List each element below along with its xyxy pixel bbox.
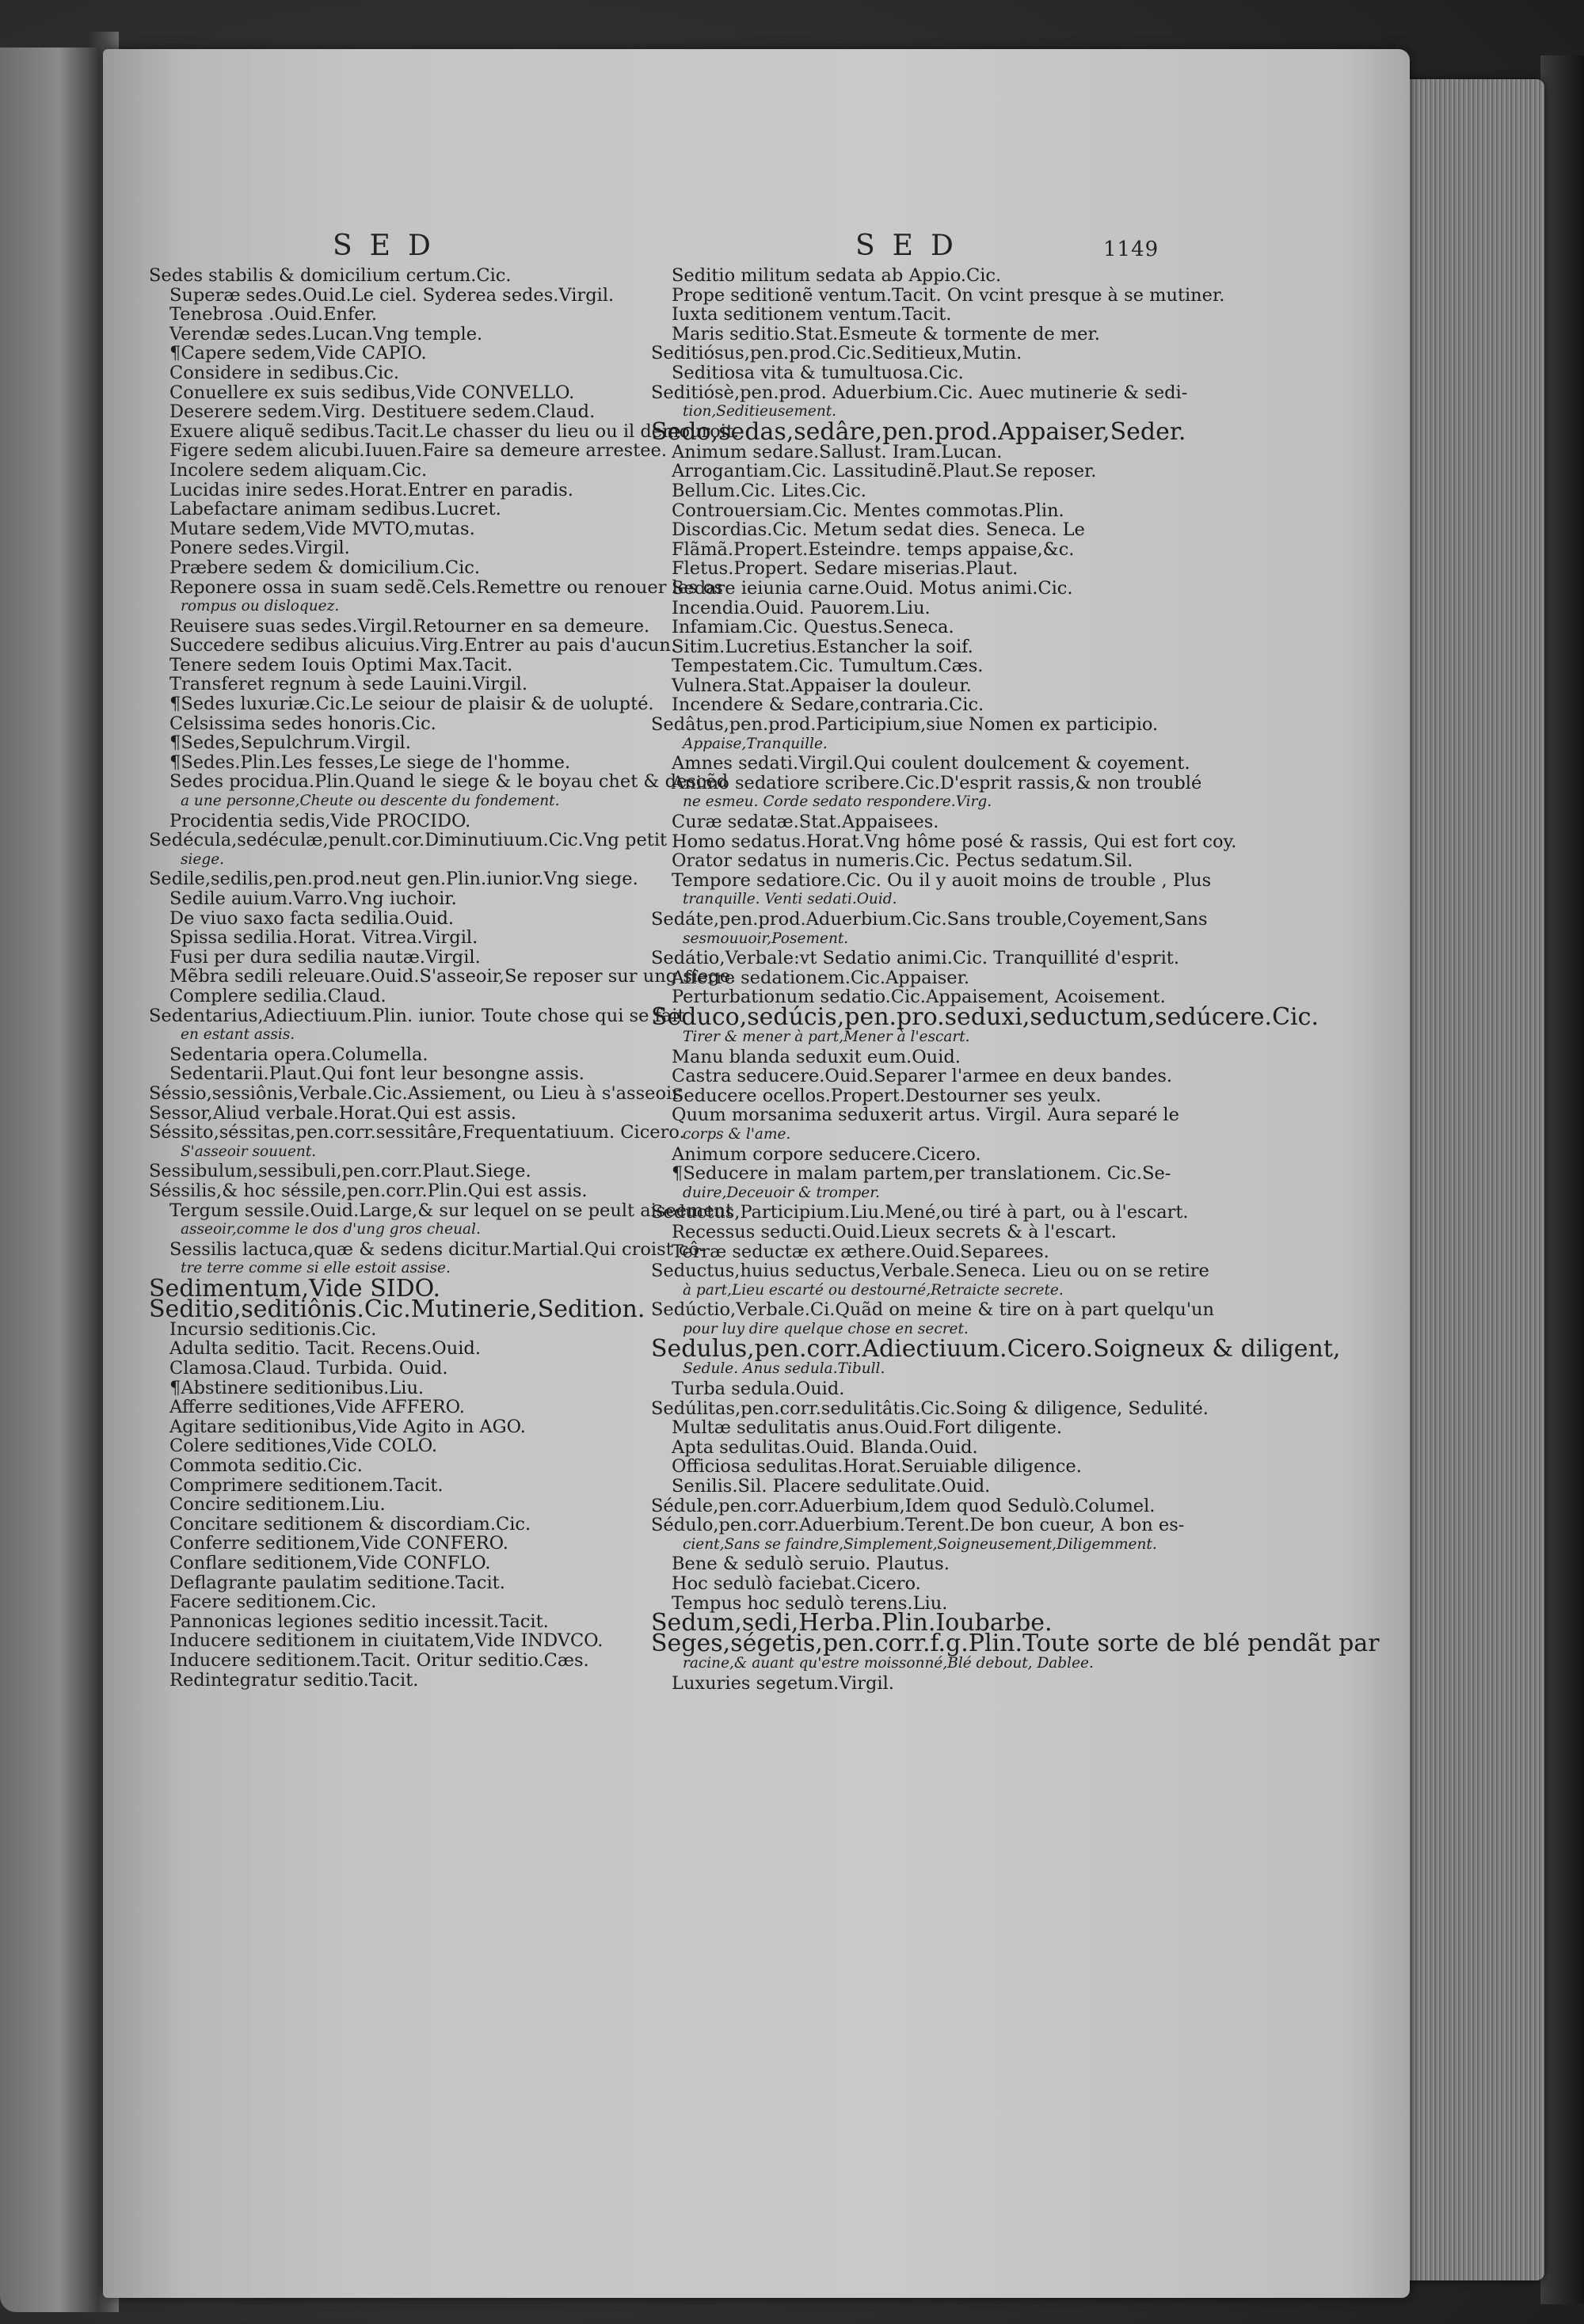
entry-line: Arrogantiam.Cic. Lassitudinẽ.Plaut.Se reposer. <box>672 461 1097 482</box>
entry-line: Verendæ sedes.Lucan.Vng temple. <box>169 323 483 344</box>
entry-line: Seditiósus,pen.prod.Cic.Seditieux,Mutin. <box>651 343 1022 364</box>
entry-line: cient,Sans se faindre,Simplement,Soigneusement,Diligemment. <box>683 1535 1157 1553</box>
entry-line: Sédulo,pen.corr.Aduerbium.Terent.De bon cueur, A bon es- <box>651 1515 1185 1536</box>
entry-line: pour luy dire quelque chose en secret. <box>683 1320 969 1337</box>
entry-line: Concire seditionem.Liu. <box>169 1494 386 1516</box>
entry-line: Seduco,sedúcis,pen.pro.seduxi,seductum,sedúcere.Cic. <box>651 1002 1319 1031</box>
entry-line: siege. <box>181 850 225 868</box>
entry-line: Controuersiam.Cic. Mentes commotas.Plin. <box>672 500 1064 521</box>
entry-line: Seditiosa vita & tumultuosa.Cic. <box>672 362 964 383</box>
entry-line: Procidentia sedis,Vide PROCIDO. <box>169 810 471 831</box>
entry-line: ¶Seducere in malam partem,per translationem. Cic.Se- <box>672 1163 1171 1185</box>
entry-line: Prope seditionẽ ventum.Tacit. On vcint presque à se mutiner. <box>672 284 1225 306</box>
entry-line: Curæ sedatæ.Stat.Appaisees. <box>672 812 939 833</box>
entry-line: Adulta seditio. Tacit. Recens.Ouid. <box>169 1338 481 1360</box>
entry-line: ¶Sedes,Sepulchrum.Virgil. <box>169 732 411 754</box>
entry-line: Animum sedare.Sallust. Iram.Lucan. <box>672 441 1003 462</box>
entry-line: Seductus,huius seductus,Verbale.Seneca. Lieu ou on se retire <box>651 1261 1209 1282</box>
entry-line: Tergum sessile.Ouid.Large,& sur lequel on se peult aiseement <box>169 1200 733 1221</box>
entry-line: Facere seditionem.Cic. <box>169 1592 377 1613</box>
entry-line: Sedécula,sedéculæ,penult.cor.Diminutiuum.Cic.Vng petit <box>149 830 668 851</box>
entry-line: Castra seducere.Ouid.Separer l'armee en deux bandes. <box>672 1066 1173 1087</box>
entry-line: Sédule,pen.corr.Aduerbium,Idem quod Sedulò.Columel. <box>651 1495 1156 1516</box>
entry-line: Celsissima sedes honoris.Cic. <box>169 713 436 734</box>
entry-line: Præbere sedem & domicilium.Cic. <box>169 557 481 578</box>
entry-line: Clamosa.Claud. Turbida. Ouid. <box>169 1358 448 1379</box>
entry-line: De viuo saxo facta sedilia.Ouid. <box>169 907 455 929</box>
entry-line: Sessilis lactuca,quæ & sedens dicitur.Martial.Qui croist cô- <box>169 1238 706 1260</box>
entry-line: Officiosa sedulitas.Horat.Seruiable diligence. <box>672 1456 1082 1478</box>
entry-line: ¶Sedes luxuriæ.Cic.Le seiour de plaisir & de uolupté. <box>169 694 654 715</box>
entry-line: Orator sedatus in numeris.Cic. Pectus sedatum.Sil. <box>672 850 1133 872</box>
entry-line: Multæ sedulitatis anus.Ouid.Fort diligente. <box>672 1417 1062 1439</box>
entry-line: Sedulus,pen.corr.Adiectiuum.Cicero.Soigneux & diligent, <box>651 1335 1341 1364</box>
entry-line: Reuisere suas sedes.Virgil.Retourner en sa demeure. <box>169 615 650 637</box>
entry-line: Superæ sedes.Ouid.Le ciel. Syderea sedes.Virgil. <box>169 284 615 306</box>
entry-line: Afferre sedationem.Cic.Appaiser. <box>672 967 970 988</box>
entry-line: Conferre seditionem,Vide CONFERO. <box>169 1533 508 1554</box>
entry-line: Sedentarii.Plaut.Qui font leur besongne assis. <box>169 1063 584 1085</box>
entry-line: Succedere sedibus alicuius.Virg.Entrer au pais d'aucun. <box>169 635 676 656</box>
entry-line: duire,Deceuoir & tromper. <box>683 1184 880 1201</box>
entry-line: Reponere ossa in suam sedẽ.Cels.Remettre ou renouer les os <box>169 576 723 598</box>
entry-line: Ponere sedes.Virgil. <box>169 538 350 559</box>
entry-line: tion,Seditieusement. <box>683 403 837 420</box>
entry-line: Lucidas inire sedes.Horat.Entrer en paradis. <box>169 479 573 500</box>
entry-line: Sedare ieiunia carne.Ouid. Motus animi.Cic. <box>672 577 1073 599</box>
entry-line: Incendere & Sedare,contraria.Cic. <box>672 694 984 716</box>
entry-line: Séssilis,& hoc séssile,pen.corr.Plin.Qui est assis. <box>149 1180 588 1201</box>
entry-line: Homo sedatus.Horat.Vng hôme posé & rassis, Qui est fort coy. <box>672 831 1237 852</box>
entry-line: Incolere sedem aliquam.Cic. <box>169 459 428 481</box>
running-header-right: SED <box>855 230 971 262</box>
entry-line: Amnes sedati.Virgil.Qui coulent doulcement & coyement. <box>672 753 1190 774</box>
entry-line: Sedile auium.Varro.Vng iuchoir. <box>169 888 457 909</box>
entry-line: Vulnera.Stat.Appaiser la douleur. <box>672 675 972 696</box>
entry-line: Transferet regnum à sede Lauini.Virgil. <box>169 674 527 695</box>
entry-line: S'asseoir souuent. <box>181 1143 317 1160</box>
entry-line: Tempestatem.Cic. Tumultum.Cæs. <box>672 656 984 677</box>
entry-line: tre terre comme si elle estoit assise. <box>181 1260 451 1277</box>
previous-page-edge <box>0 48 99 2312</box>
entry-line: Labefactare animam sedibus.Lucret. <box>169 499 501 520</box>
entry-line: rompus ou disloquez. <box>181 598 340 615</box>
entry-line: Tenere sedem Iouis Optimi Max.Tacit. <box>169 654 513 675</box>
entry-line: Concitare seditionem & discordiam.Cic. <box>169 1513 531 1535</box>
running-header-left: SED <box>333 230 448 262</box>
entry-line: Considere in sedibus.Cic. <box>169 362 399 383</box>
entry-line: Incursio seditionis.Cic. <box>169 1318 377 1340</box>
entry-line: Seditio,seditiônis.Cic.Mutinerie,Sedition. <box>149 1295 645 1323</box>
entry-line: Senilis.Sil. Placere sedulitate.Ouid. <box>672 1476 991 1497</box>
entry-line: tranquille. Venti sedati.Ouid. <box>683 891 897 908</box>
book-cover-edge <box>1540 55 1584 2304</box>
entry-line: Discordias.Cic. Metum sedat dies. Seneca. Le <box>672 519 1085 541</box>
entry-line: Sedentaria opera.Columella. <box>169 1044 428 1065</box>
entry-line: Pannonicas legiones seditio incessit.Tacit. <box>169 1611 549 1632</box>
entry-line: en estant assis. <box>181 1026 295 1044</box>
entry-line: Mutare sedem,Vide MVTO,mutas. <box>169 518 475 539</box>
entry-line: Sedentarius,Adiectiuum.Plin. iunior. Toute chose qui se fait <box>149 1005 685 1026</box>
entry-line: Sessibulum,sessibuli,pen.corr.Plaut.Siege. <box>149 1161 531 1182</box>
entry-line: Redintegratur seditio.Tacit. <box>169 1669 419 1691</box>
entry-line: Complere sedilia.Claud. <box>169 985 386 1006</box>
entry-line: Seges,ségetis,pen.corr.f.g.Plin.Toute sorte de blé pendãt par <box>651 1630 1380 1658</box>
entry-line: Comprimere seditionem.Tacit. <box>169 1474 444 1496</box>
entry-line: Inducere seditionem.Tacit. Oritur seditio.Cæs. <box>169 1649 589 1671</box>
entry-line: Turba sedula.Ouid. <box>672 1379 845 1400</box>
entry-line: Terræ seductæ ex æthere.Ouid.Separees. <box>672 1241 1049 1262</box>
entry-line: Sedum,sedi,Herba.Plin.Ioubarbe. <box>651 1609 1053 1637</box>
entry-line: Sedo,sedas,sedâre,pen.prod.Appaiser,Seder. <box>651 417 1186 446</box>
entry-line: à part,Lieu escarté ou destourné,Retraicte secrete. <box>683 1281 1064 1299</box>
entry-line: Maris seditio.Stat.Esmeute & tormente de mer. <box>672 323 1100 344</box>
entry-line: Conuellere ex suis sedibus,Vide CONVELLO. <box>169 382 575 403</box>
entry-line: Tempus hoc sedulò terens.Liu. <box>672 1592 948 1614</box>
entry-line: Fusi per dura sedilia nautæ.Virgil. <box>169 946 481 968</box>
entry-line: Sedâtus,pen.prod.Participium,siue Nomen ex participio. <box>651 714 1159 736</box>
entry-line: Sitim.Lucretius.Estancher la soif. <box>672 636 973 657</box>
entry-line: Seditio militum sedata ab Appio.Cic. <box>672 265 1002 286</box>
entry-line: ne esmeu. Corde sedato respondere.Virg. <box>683 793 992 811</box>
entry-line: Animum corpore seducere.Cicero. <box>672 1143 981 1165</box>
entry-line: Seditiósè,pen.prod. Aduerbium.Cic. Auec mutinerie & sedi- <box>651 382 1188 403</box>
entry-line: asseoir,comme le dos d'ung gros cheual. <box>181 1221 481 1238</box>
entry-line: Seductus,Participium.Liu.Mené,ou tiré à part, ou à l'escart. <box>651 1202 1189 1223</box>
entry-line: Hoc sedulò faciebat.Cicero. <box>672 1573 921 1594</box>
entry-line: Flãmã.Propert.Esteindre. temps appaise,&c. <box>672 538 1075 560</box>
entry-line: Bene & sedulò seruio. Plautus. <box>672 1554 950 1575</box>
entry-line: corps & l'ame. <box>683 1125 791 1143</box>
entry-line: Séssito,séssitas,pen.corr.sessitâre,Frequentatiuum. Cicero. <box>149 1122 685 1143</box>
entry-line: ¶Abstinere seditionibus.Liu. <box>169 1377 425 1398</box>
entry-line: Figere sedem alicubi.Iuuen.Faire sa demeure arrestee. <box>169 440 668 462</box>
entry-line: Sessor,Aliud verbale.Horat.Qui est assis. <box>149 1102 517 1124</box>
entry-line: Infamiam.Cic. Questus.Seneca. <box>672 617 954 638</box>
entry-line: Mẽbra sedili releuare.Ouid.S'asseoir,Se reposer sur ung siege. <box>169 966 737 987</box>
entry-line: Iuxta seditionem ventum.Tacit. <box>672 304 952 325</box>
entry-line: ¶Capere sedem,Vide CAPIO. <box>169 343 427 364</box>
entry-line: Sedes procidua.Plin.Quand le siege & le boyau chet & descẽd <box>169 771 729 793</box>
entry-line: Manu blanda seduxit eum.Ouid. <box>672 1046 961 1067</box>
page-stack-edges <box>1394 79 1544 2280</box>
entry-line: Sedule. Anus sedula.Tibull. <box>683 1360 885 1378</box>
entry-line: Exuere aliquẽ sedibus.Tacit.Le chasser du lieu ou il demouroit. <box>169 420 740 442</box>
entry-line: Afferre seditiones,Vide AFFERO. <box>169 1397 465 1418</box>
entry-line: Luxuries segetum.Virgil. <box>672 1672 894 1694</box>
entry-line: Colere seditiones,Vide COLO. <box>169 1436 438 1457</box>
entry-line: Spissa sedilia.Horat. Vitrea.Virgil. <box>169 927 478 949</box>
entry-line: Tempore sedatiore.Cic. Ou il y auoit moins de trouble , Plus <box>672 869 1212 891</box>
entry-line: Animo sedatiore scribere.Cic.D'esprit rassis,& non troublé <box>672 772 1202 793</box>
entry-line: ¶Sedes.Plin.Les fesses,Le siege de l'homme. <box>169 751 571 773</box>
entry-line: Appaise,Tranquille. <box>683 735 828 752</box>
entry-line: Seducere ocellos.Propert.Destourner ses yeulx. <box>672 1085 1102 1106</box>
entry-line: Sedimentum,Vide SIDO. <box>149 1274 441 1303</box>
entry-line: Recessus seducti.Ouid.Lieux secrets & à l'escart. <box>672 1221 1117 1242</box>
entry-line: Sedátio,Verbale:vt Sedatio animi.Cic. Tranquillité d'esprit. <box>651 948 1179 969</box>
entry-line: Sedile,sedilis,pen.prod.neut gen.Plin.iunior.Vng siege. <box>149 869 638 890</box>
page-number: 1149 <box>1103 238 1159 261</box>
entry-line: Agitare seditionibus,Vide Agito in AGO. <box>169 1416 526 1437</box>
entry-line: Perturbationum sedatio.Cic.Appaisement, Acoisement. <box>672 987 1166 1008</box>
entry-line: Conflare seditionem,Vide CONFLO. <box>169 1553 491 1573</box>
entry-line: Deserere sedem.Virg. Destituere sedem.Claud. <box>169 401 596 423</box>
entry-line: Fletus.Propert. Sedare miserias.Plaut. <box>672 558 1019 580</box>
entry-line: Apta sedulitas.Ouid. Blanda.Ouid. <box>672 1436 978 1458</box>
entry-line: Sedúlitas,pen.corr.sedulitâtis.Cic.Soing & diligence, Sedulité. <box>651 1398 1209 1419</box>
entry-line: Deflagrante paulatim seditione.Tacit. <box>169 1572 505 1593</box>
entry-line: Tenebrosa .Ouid.Enfer. <box>169 304 378 325</box>
entry-line: Commota seditio.Cic. <box>169 1455 363 1477</box>
entry-line: Incendia.Ouid. Pauorem.Liu. <box>672 597 931 618</box>
entry-line: Sedáte,pen.prod.Aduerbium.Cic.Sans trouble,Coyement,Sans <box>651 909 1208 930</box>
entry-line: Quum morsanima seduxerit artus. Virgil. Aura separé le <box>672 1105 1179 1126</box>
entry-line: Sedúctio,Verbale.Ci.Quãd on meine & tire on à part quelqu'un <box>651 1299 1214 1321</box>
entry-line: a une personne,Cheute ou descente du fondement. <box>181 793 560 810</box>
entry-line: racine,& auant qu'estre moissonné,Blé debout, Dablee. <box>683 1655 1094 1672</box>
entry-line: Séssio,sessiônis,Verbale.Cic.Assiement, ou Lieu à s'asseoir. <box>149 1082 684 1104</box>
right-column <box>651 265 1380 1694</box>
entry-line: Inducere seditionem in ciuitatem,Vide INDVCO. <box>169 1630 604 1652</box>
entry-line: Tirer & mener à part,Mener à l'escart. <box>683 1028 970 1045</box>
entry-line: Bellum.Cic. Lites.Cic. <box>672 480 866 501</box>
entry-line: Sedes stabilis & domicilium certum.Cic. <box>149 265 512 286</box>
entry-line: sesmouuoir,Posement. <box>683 930 849 947</box>
